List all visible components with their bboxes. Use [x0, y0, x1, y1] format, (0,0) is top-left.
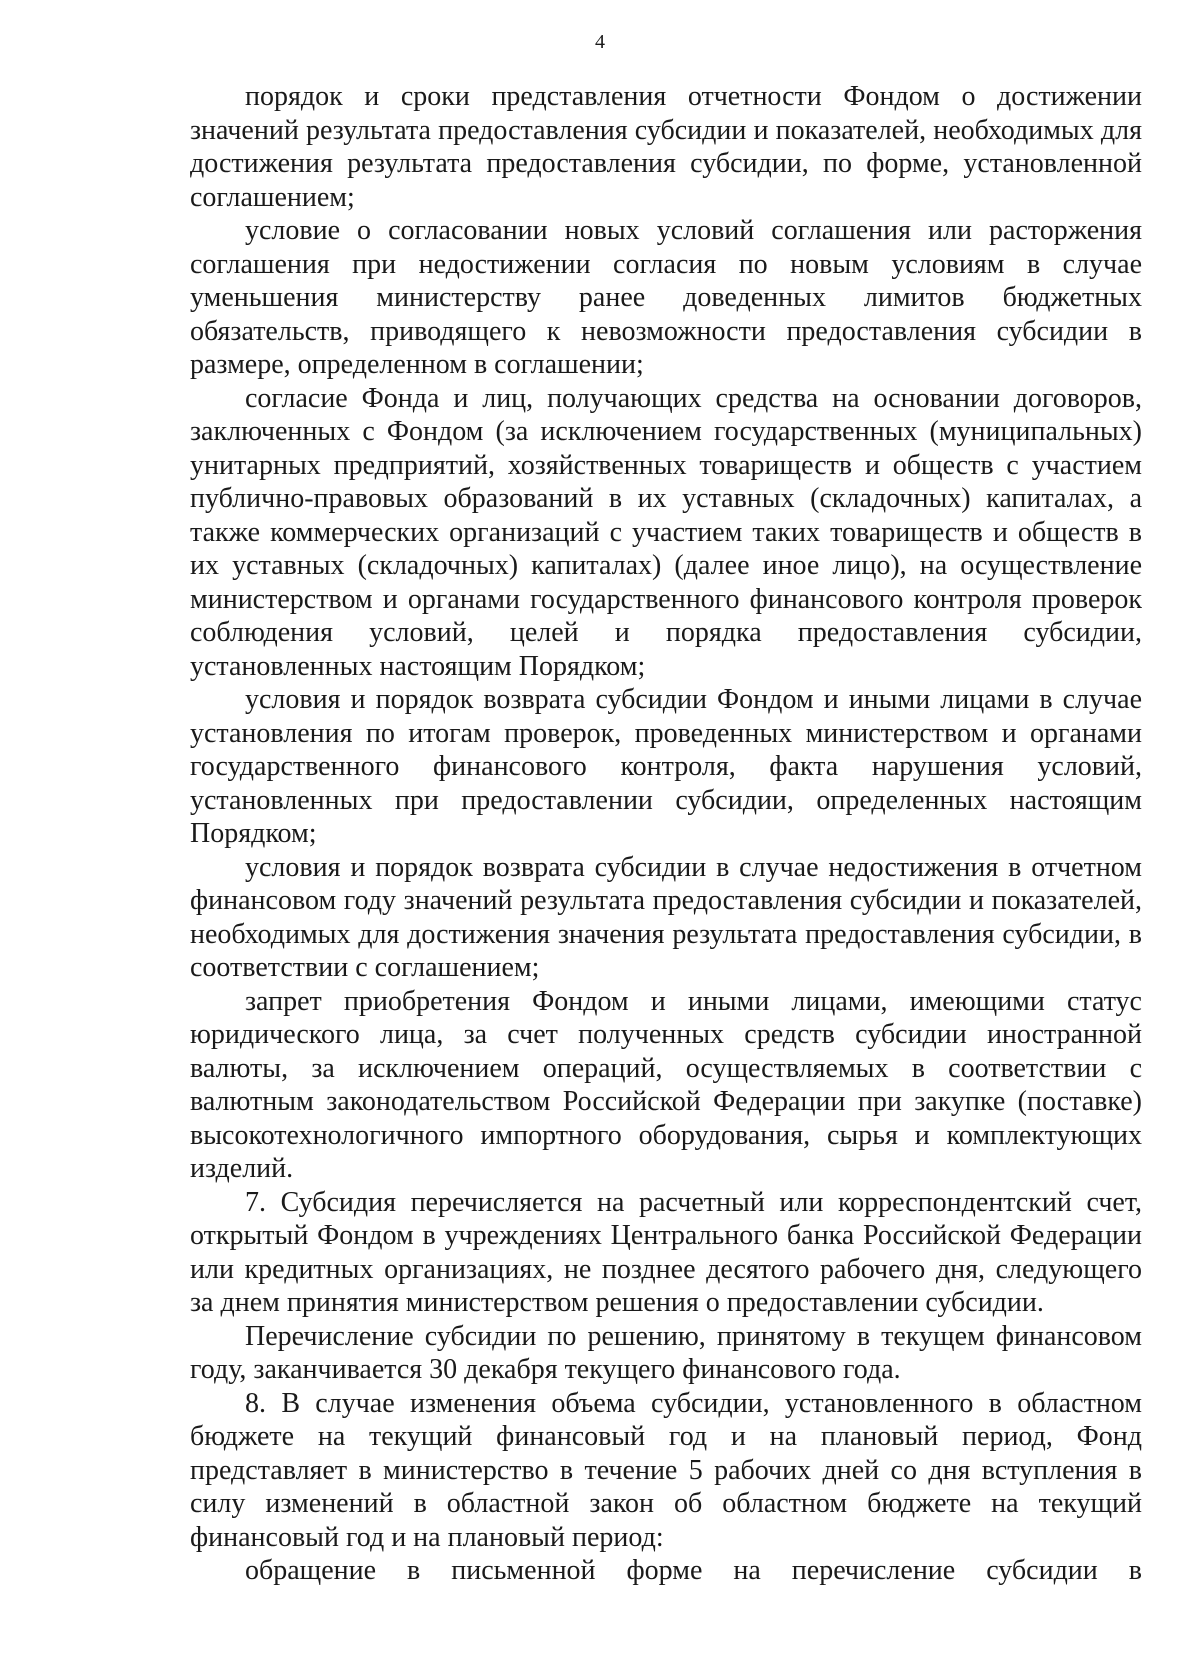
- paragraph-refund-results: условия и порядок возврата субсидии в случае недостижения в отчетном финансовом году значений результата предоставления субсидии и показателей, необходимых для достижения значения результата предоставления субсидии, в соответствии с соглашением;: [190, 851, 1142, 983]
- paragraph-request: обращение в письменной форме на перечисление субсидии в: [245, 1555, 1142, 1586]
- paragraph-agreement-conditions: условие о согласовании новых условий соглашения или расторжения соглашения при недостижении согласия по новым условиям в случае уменьшения министерству ранее доведенных лимитов бюджетных обязательств, приводящего к невозможности предоставления субсидии в размере, определенном в соглашении;: [190, 215, 1142, 380]
- paragraph-transfer-deadline: Перечисление субсидии по решению, принятому в текущем финансовом году, заканчивается 30 декабря текущего финансового года.: [190, 1320, 1142, 1385]
- paragraph-refund-violations: условия и порядок возврата субсидии Фондом и иными лицами в случае установления по итогам проверок, проведенных министерством и органами государственного финансового контроля, факта нарушения условий, установленных при предоставлении субсидии, определенных настоящим Порядком;: [190, 684, 1142, 849]
- paragraph-item-8: 8. В случае изменения объема субсидии, установленного в областном бюджете на текущий финансовый год и на плановый период, Фонд представляет в министерство в течение 5 рабочих дней со дня вступления в силу изменений в областной закон об областном бюджете на текущий финансовый год и на плановый период:: [190, 1387, 1142, 1553]
- paragraph-item-7: 7. Субсидия перечисляется на расчетный или корреспондентский счет, открытый Фондом в учреждениях Центрального банка Российской Федерации или кредитных организациях, не позднее десятого рабочего дня, следующего за днем принятия министерством решения о предоставлении субсидии.: [190, 1186, 1142, 1318]
- page-number: 4: [595, 31, 605, 53]
- paragraph-reporting: порядок и сроки представления отчетности Фондом о достижении значений результата предоставления субсидии и показателей, необходимых для достижения результата предоставления субсидии, по форме, установленной соглашением;: [190, 81, 1142, 213]
- document-body: [190, 80, 1142, 1588]
- paragraph-consent-checks: согласие Фонда и лиц, получающих средства на основании договоров, заключенных с Фондом (за исключением государственных (муниципальных) унитарных предприятий, хозяйственных товариществ и обществ с участием публично-правовых образований в их уставных (складочных) капиталах, а также коммерческих организаций с участием таких товариществ и обществ в их уставных (складочных) капиталах) (далее иное лицо), на осуществление министерством и органами государственного финансового контроля проверок соблюдения условий, целей и порядка предоставления субсидии, установленных настоящим Порядком;: [190, 382, 1142, 682]
- paragraph-currency-ban: запрет приобретения Фондом и иными лицами, имеющими статус юридического лица, за счет полученных средств субсидии иностранной валюты, за исключением операций, осуществляемых в соответствии с валютным законодательством Российской Федерации при закупке (поставке) высокотехнологичного импортного оборудования, сырья и комплектующих изделий.: [190, 985, 1142, 1184]
